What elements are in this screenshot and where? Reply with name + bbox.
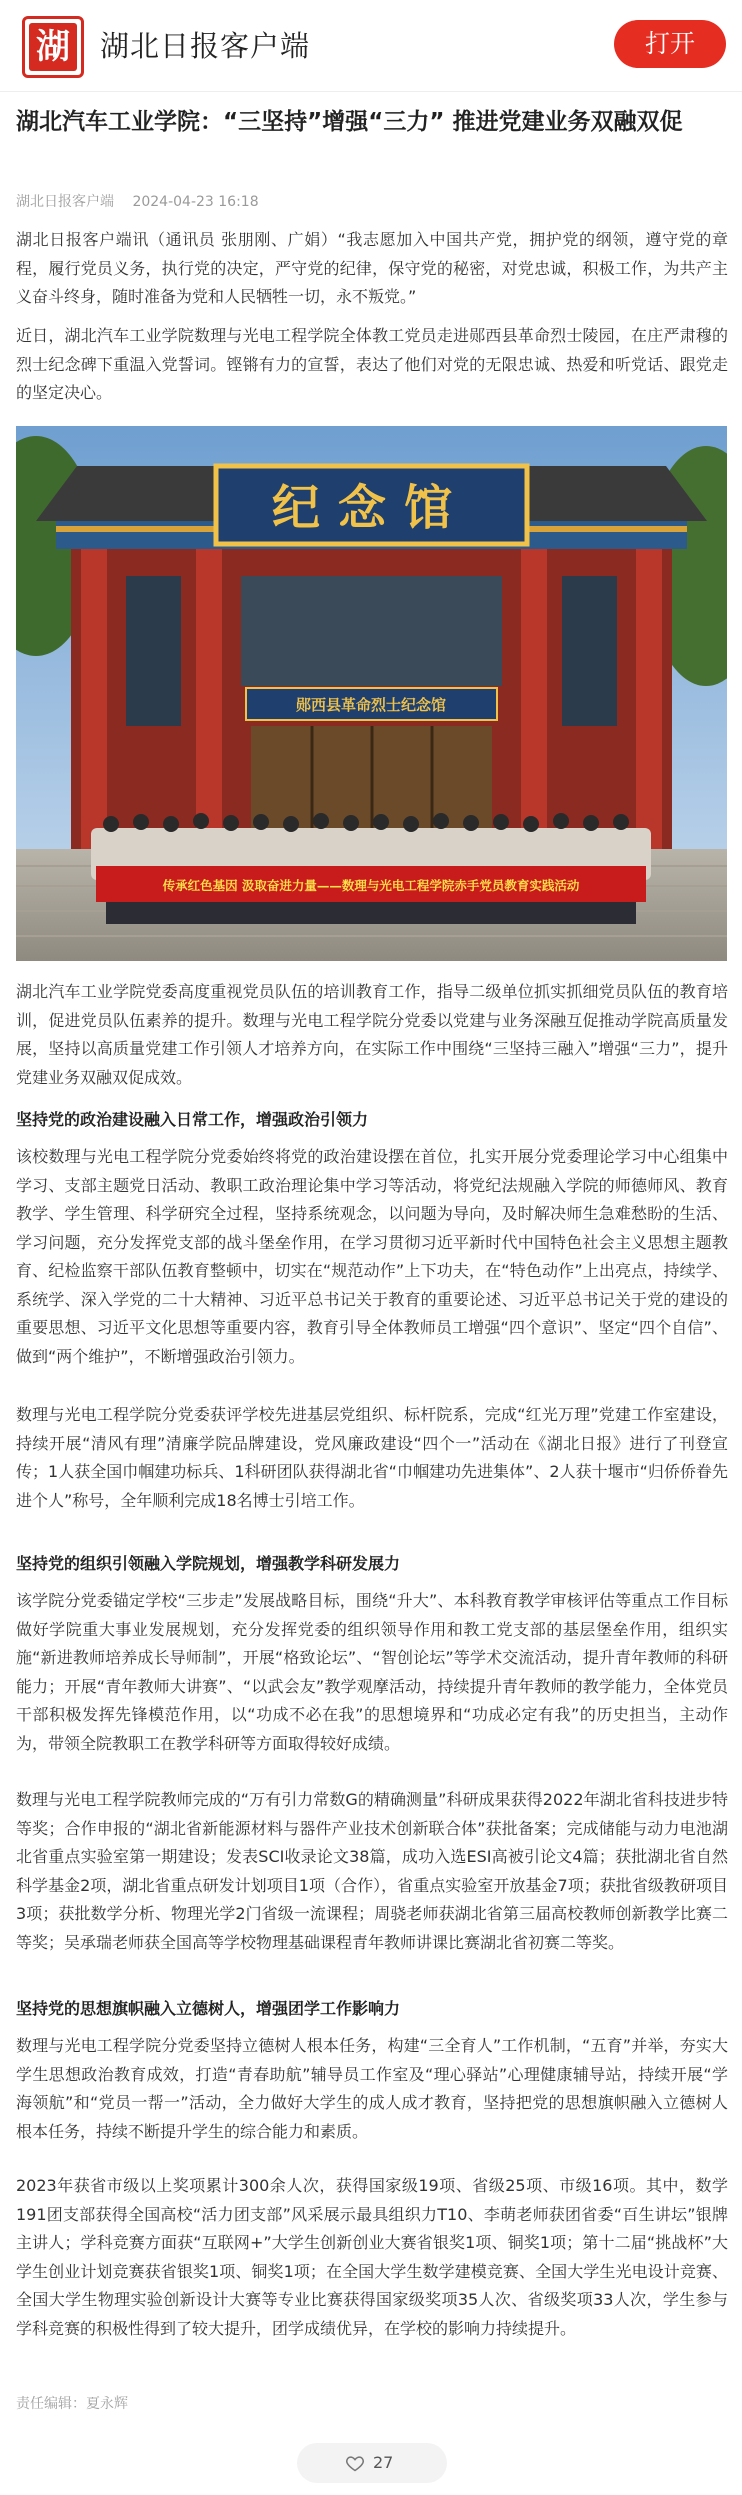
article-paragraph: 2023年获省市级以上奖项累计300余人次，获得国家级19项、省级25项、市级16项。其中，数学191团支部获得全国高校“活力团支部”风采展示最具组织力T10、李萌老师获团省委“百生讲坛”银牌主讲人；学科竞赛方面获“互联网+”大学生创新创业大赛省银奖1项、铜奖1项；第十二届“挑战杯”大学生创业计划竞赛获省银奖1项、铜奖1项；在全国大学生数学建模竞赛、全国大学生光电设计竞赛、全国大学生物理实验创新设计大赛等专业比赛获得国家级奖项35人次、省级奖项33人次，学生参与学科竞赛的积极性得到了较大提升，团学成绩优异，在学校的影响力持续提升。 bbox=[16, 2176, 728, 2338]
editor-name: 夏永辉 bbox=[86, 2396, 128, 2412]
app-name: 湖北日报客户端 bbox=[100, 29, 311, 63]
article-paragraph: 该校数理与光电工程学院分党委始终将党的政治建设摆在首位，扎实开展分党委理论学习中心组集中学习、支部主题党日活动、教职工政治理论集中学习等活动，将党纪法规融入学院的师德师风、教育教学、学生管理、科学研究全过程，坚持系统观念，以问题为导向，及时解决师生急难愁盼的生活、学习问题，充分发挥党支部的战斗堡垒作用，在学习贯彻习近平新时代中国特色社会主义思想主题教育、纪检监察干部队伍教育整顿中，切实在“规范动作”上下功夫，在“特色动作”上出亮点，持续学、系统学、深入学党的二十大精神、习近平总书记关于教育的重要论述、习近平总书记关于党的建设的重要思想、习近平文化思想等重要内容，教育引导全体教师员工增强“四个意识”、坚定“四个自信”、做到“两个维护”，不断增强政治引领力。 bbox=[16, 1147, 728, 1366]
article-paragraph: 近日，湖北汽车工业学院数理与光电工程学院全体教工党员走进郧西县革命烈士陵园，在庄严肃穆的烈士纪念碑下重温入党誓词。铿锵有力的宣誓，表达了他们对党的无限忠诚、热爱和听党话、跟党走的坚定决心。 bbox=[16, 326, 728, 402]
section-heading: 坚持党的思想旗帜融入立德树人，增强团学工作影响力 bbox=[16, 1999, 401, 2018]
app-logo[interactable] bbox=[22, 16, 84, 78]
like-button[interactable] bbox=[297, 2443, 447, 2483]
article-source[interactable]: 湖北日报客户端 bbox=[16, 194, 114, 210]
plaque-text: 纪念馆 bbox=[271, 480, 471, 536]
section-heading: 坚持党的政治建设融入日常工作，增强政治引领力 bbox=[16, 1110, 369, 1129]
article-datetime: 2024-04-23 16:18 bbox=[132, 194, 259, 210]
heart-icon bbox=[345, 2453, 365, 2473]
article-title: 湖北汽车工业学院：“三坚持”增强“三力” 推进党建业务双融双促 bbox=[16, 109, 683, 135]
memorial-hall-photo bbox=[16, 426, 727, 961]
app-header bbox=[0, 0, 742, 92]
article-paragraph: 数理与光电工程学院分党委获评学校先进基层党组织、标杆院系，完成“红光万理”党建工作室建设，持续开展“清风有理”清廉学院品牌建设，党风廉政建设“四个一”活动在《湖北日报》进行了刊登宣传；1人获全国巾帼建功标兵、1科研团队获得湖北省“巾帼建功先进集体”、2人获十堰市“归侨侨眷先进个人”称号，全年顺利完成18名博士引培工作。 bbox=[16, 1405, 728, 1510]
article-paragraph: 湖北汽车工业学院党委高度重视党员队伍的培训教育工作，指导二级单位抓实抓细党员队伍的教育培训，促进党员队伍素养的提升。数理与光电工程学院分党委以党建与业务深融互促推动学院高质量发展，坚持以高质量党建工作引领人才培养方向，在实际工作中围绕“三坚持三融入”增强“三力”，提升党建业务双融双促成效。 bbox=[16, 982, 728, 1087]
responsible-editor bbox=[16, 2394, 128, 2414]
editor-label: 责任编辑： bbox=[16, 2396, 86, 2412]
article-photo[interactable] bbox=[16, 426, 727, 961]
logo-char: 湖 bbox=[36, 27, 70, 67]
like-count: 27 bbox=[373, 2453, 394, 2472]
article-paragraph: 数理与光电工程学院教师完成的“万有引力常数G的精确测量”科研成果获得2022年湖北省科技进步特等奖；合作申报的“湖北省新能源材料与器件产业技术创新联合体”获批备案；完成储能与动力电池湖北省重点实验室第一期建设；发表SCI收录论文38篇，成功入选ESI高被引论文4篇；获批湖北省自然科学基金2项，湖北省重点研发计划项目1项（合作），省重点实验室开放基金7项；获批省级教研项目3项；获批数学分析、物理光学2门省级一流课程；周骁老师获湖北省第三届高校教师创新教学比赛二等奖；吴承瑞老师获全国高等学校物理基础课程青年教师讲课比赛湖北省初赛二等奖。 bbox=[16, 1790, 728, 1952]
logo-icon bbox=[29, 23, 77, 71]
section-heading: 坚持党的组织引领融入学院规划，增强教学科研发展力 bbox=[16, 1554, 401, 1573]
banner-text: 传承红色基因 汲取奋进力量——数理与光电工程学院赤手党员教育实践活动 bbox=[162, 878, 580, 893]
article-paragraph: 数理与光电工程学院分党委坚持立德树人根本任务，构建“三全育人”工作机制，“五育”并举，夯实大学生思想政治教育成效，打造“青春助航”辅导员工作室及“理心驿站”心理健康辅导站，持续开展“学海领航”和“党员一帮一”活动，全力做好大学生的成人成才教育，坚持把党的思想旗帜融入立德树人根本任务，持续不断提升学生的综合能力和素质。 bbox=[16, 2036, 728, 2141]
inner-plaque-text: 郧西县革命烈士纪念馆 bbox=[295, 696, 447, 714]
article-paragraph: 该学院分党委锚定学校“三步走”发展战略目标，围绕“升大”、本科教育教学审核评估等重点工作目标做好学院重大事业发展规划，充分发挥党委的组织领导作用和教工党支部的基层堡垒作用，组织实施“新进教师培养成长导师制”，开展“格致论坛”、“智创论坛”等学术交流活动，提升青年教师的科研能力；开展“青年教师大讲赛”、“以武会友”教学观摩活动，持续提升青年教师的教学能力，全体党员干部积极发挥先锋模范作用，以“功成不必在我”的思想境界和“功成必定有我”的历史担当，主动作为，带领全院教职工在教学科研等方面取得较好成绩。 bbox=[16, 1591, 728, 1753]
article-paragraph: 湖北日报客户端讯（通讯员 张朋刚、广娟）“我志愿加入中国共产党，拥护党的纲领，遵守党的章程，履行党员义务，执行党的决定，严守党的纪律，保守党的秘密，对党忠诚，积极工作，为共产主义奋斗终身，随时准备为党和人民牺牲一切，永不叛党。” bbox=[16, 230, 728, 306]
open-app-button[interactable]: 打开 bbox=[614, 20, 726, 68]
article-meta bbox=[16, 192, 273, 212]
